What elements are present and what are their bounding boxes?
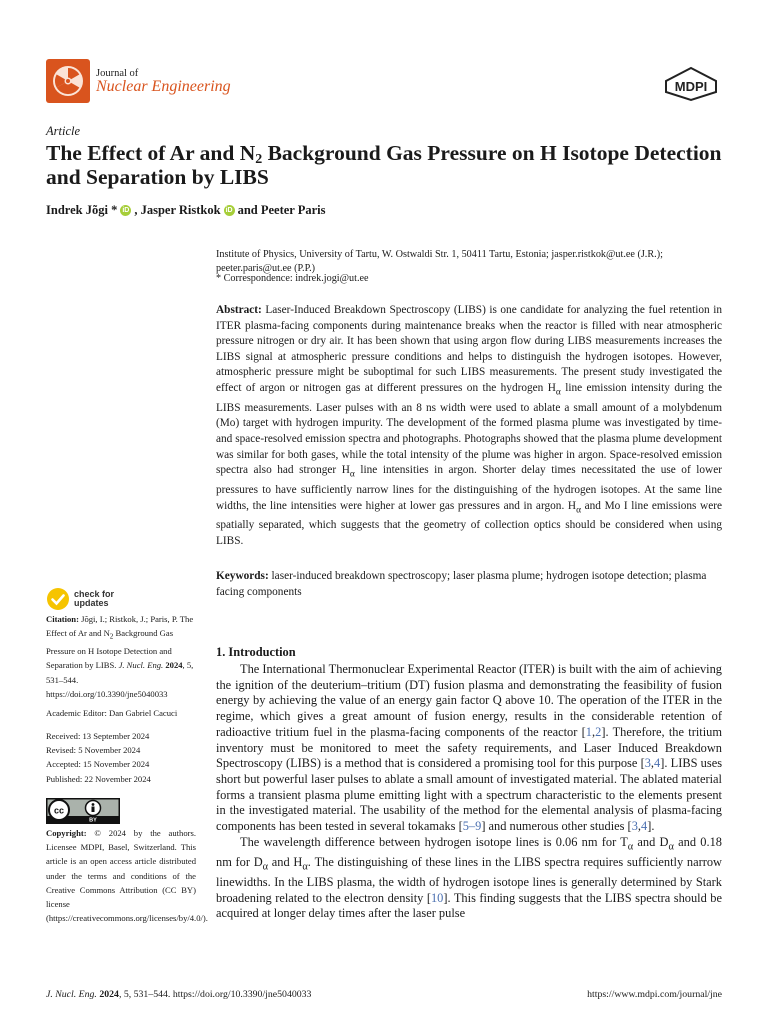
- paragraph: The wavelength difference between hydrogen isotope lines is 0.06 nm for $T_\alpha$ and $D_\alpha$ and 0.18 nm for $D_\alpha$ and $H_\alpha$. The distinguishing of these lines in the LIBS spectra requires sufficiently narrow linewidths. In the LIBS plasma, the width of hydrogen isotope lines is generally determined by Stark broadening related to the electron density [10]. This finding suggests that the LIBS spectra should be acquired at longer delay times after the laser pulse: [216, 834, 722, 921]
- mdpi-logo-icon[interactable]: [660, 66, 722, 102]
- keywords: Keywords: laser-induced breakdown spectroscopy; laser plasma plume; hydrogen isotope detection; plasma facing components: [216, 570, 707, 598]
- footer-citation: J. Nucl. Eng. 2024, 5, 531–544. https://doi.org/10.3390/jne5040033: [46, 989, 312, 1000]
- cc-by-license-icon[interactable]: [46, 798, 120, 824]
- reference-link[interactable]: 3: [631, 819, 638, 834]
- check-for-updates-button[interactable]: check for updates: [46, 587, 114, 611]
- check-for-updates-icon: [46, 587, 70, 611]
- academic-editor: Academic Editor: Dan Gabriel Cacuci: [46, 708, 178, 718]
- paragraph: The International Thermonuclear Experimental Reactor (ITER) is built with the aim of achieving the ignition of the deuterium–tritium (DT) fusion plasma and demonstrating the feasibility of fusion energy by achieving the value of an energy gain factor Q above 10. The operation of the ITER in the regime, which gives a great amount of fusion energy, results in the considerable retention of radioactive tritium fuel in the plasma-facing components of the reactor [1,2]. Therefore, the tritium inventory must be monitored to meet the safety requirements, and Laser Induced Breakdown Spectroscopy (LIBS) is a method that is considered a promising tool for this purpose [3,4]. LIBS uses short but powerful laser pulses to ablate a small amount of investigated material. The ablated material forms a transient plasma plume emitting light with a spectrum characteristic to the elements present in the investigated material. The usability of the method for the elemental analysis of plasma-facing components has been tested in several tokamaks [5–9] and numerous other studies [3,4].: [216, 662, 723, 834]
- cc-by-text: BY: [89, 817, 97, 824]
- reference-link[interactable]: 4: [654, 756, 661, 771]
- article-type: Article: [46, 124, 81, 138]
- mdpi-logo-text: MDPI: [674, 79, 708, 94]
- journal-of-label: Journal of: [96, 68, 139, 79]
- published-date: Published: 22 November 2024: [46, 773, 151, 784]
- abstract: Abstract: Laser-Induced Breakdown Spectroscopy (LIBS) is one candidate for analyzing the fuel retention in ITER plasma-facing components during maintenance breaks when the reactor is filled with near atmospheric pressure nitrogen or dry air. It has been shown that using argon flow during LIBS measurements increases the LIBS signal at atmospheric pressure conditions and helps to distinguish the hydrogen isotopes. However, atmospheric pressure might be suboptimal for such LIBS measurements. The present study investigated the effect of argon or nitrogen gas at different pressures on the hydrogen $H_\alpha$ line emission intensity during the LIBS measurements. Laser pulses with an 8 ns width were used to ablate a small amount of a molybdenum (Mo) target with hydrogen impurity. The development of the formed plasma plume was investigated by time- and space-resolved emission spectra and photographs. Photographs showed that the plasma plume development was similar for both gases, while the total intensity of the plume was higher in argon. Space-resolved emission spectra also had stronger $H_\alpha$ line intensities in argon. Shorter delay times necessitated the use of lower pressures to have sufficiently narrow lines for the distinguishing of the hydrogen isotopes. At the same line widths, the line intensities were higher at lower gas pressures and in argon. $H_\alpha$ and Mo I line emissions were spatially separated, which suggests that the geometry of collection optics should be considered when using LIBS.: [216, 304, 723, 548]
- affiliation: Institute of Physics, University of Tartu, W. Ostwaldi Str. 1, 50411 Tartu, Estonia; jasper.ristkok@ut.ee (J.R.); peeter.paris@ut.ee (P.P.): [216, 249, 663, 274]
- author-ristkok[interactable]: , Jasper Ristkok: [134, 203, 221, 217]
- author-jogi[interactable]: Indrek Jõgi *: [46, 203, 118, 217]
- reference-link[interactable]: 10: [430, 890, 444, 905]
- dates: [46, 729, 196, 786]
- received-date: Received: 13 September 2024: [46, 731, 150, 741]
- reference-link[interactable]: 3: [644, 756, 651, 771]
- author-paris[interactable]: and Peeter Paris: [237, 203, 326, 217]
- citation: Citation: Jõgi, I.; Ristkok, J.; Paris, P. The Effect of Ar and $N_2$ Background Gas Pressure on H Isotope Detection and Separation by LIBS. J. Nucl. Eng. 2024, 5, 531–544. https://doi.org/10.3390/jne5040033: [46, 614, 194, 699]
- svg-text:cc: cc: [53, 805, 65, 816]
- author-list: [46, 203, 326, 218]
- journal-name[interactable]: Nuclear Engineering: [96, 78, 231, 95]
- reference-link[interactable]: 5–9: [462, 819, 482, 834]
- accepted-date: Accepted: 15 November 2024: [46, 759, 150, 770]
- reference-link[interactable]: 4: [641, 819, 648, 834]
- reference-link[interactable]: 1: [585, 724, 592, 739]
- reference-link[interactable]: 2: [595, 724, 602, 739]
- orcid-icon[interactable]: iD: [122, 207, 130, 214]
- body-text: [216, 662, 722, 922]
- correspondence: * Correspondence: indrek.jogi@ut.ee: [216, 273, 369, 284]
- copyright: Copyright: © 2024 by the authors. Licensee MDPI, Basel, Switzerland. This article is an open access article distributed under the terms and conditions of the Creative Commons Attribution (CC BY) license (https://creativecommons.org/licenses/by/4.0/).: [46, 828, 208, 924]
- footer-journal-url[interactable]: https://www.mdpi.com/journal/jne: [587, 989, 722, 1000]
- article-title: The Effect of Ar and $N_2$ Background Gas Pressure on H Isotope Detection and Separation by LIBS: [46, 141, 722, 189]
- journal-logo-icon: [46, 59, 90, 103]
- section-heading: 1. Introduction: [216, 645, 296, 659]
- orcid-icon[interactable]: iD: [225, 207, 233, 214]
- revised-date: Revised: 5 November 2024: [46, 745, 141, 756]
